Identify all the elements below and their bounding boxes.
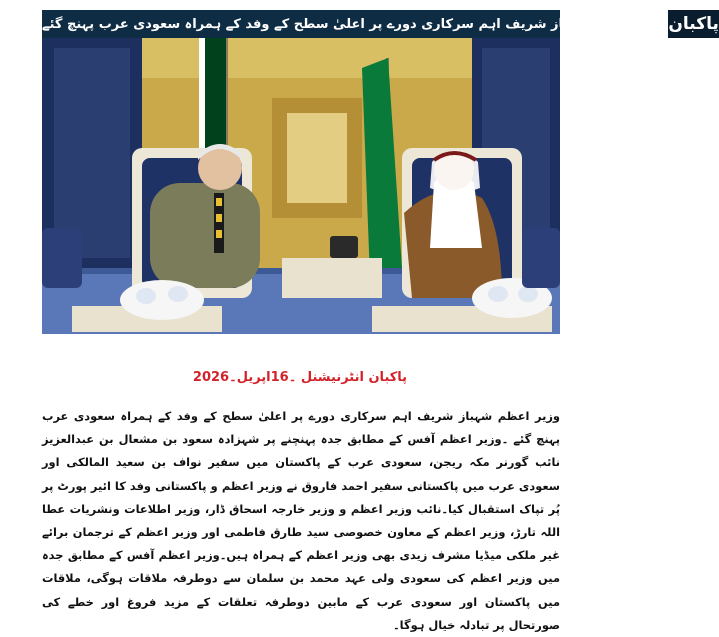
article-body: وزیر اعظم شہباز شریف اہم سرکاری دورے پر اعلیٰ سطح کے وفد کے ہمراہ سعودی عرب پہنچ گئے ۔وزیر اعظم آفس کے مطابق جدہ پہنچنے پر شہزادہ سعود بن مشعال بن عبدالعزیز نائب گورنر مکہ ریجن، سعودی عرب کے پاکستان میں سفیر نواف بن سعید المالکی اور سعودی عرب میں پاکستانی سفیر احمد فاروق نے وزیر اعظم و پاکستانی وفد کا ائیر پورٹ پر پُر تپاک استقبال کیا۔نائب وزیر اعظم و وزیر خارجہ اسحاق ڈار، وزیر اطلاعات ونشریات عطا اللہ تارڑ، وزیر اعظم کے معاون خصوصی سید طارق فاطمی اور وزیر اعظم کے ترجمان برائے غیر ملکی میڈیا مشرف زیدی بھی وزیر اعظم کے ہمراہ ہیں۔وزیر اعظم آفس کے مطابق جدہ میں وزیر اعظم کی سعودی ولی عہد محمد بن سلمان سے دوطرفہ ملاقات ہوگی، ملاقات میں پاکستان اور سعودی عرب کے مابین دوطرفہ تعلقات کے مزید فروغ اور خطے کی صورتحال پر تبادلہ خیال ہوگا۔ bbox=[42, 409, 560, 632]
header-bar bbox=[42, 10, 719, 38]
panel-left-inner bbox=[54, 48, 130, 258]
brand-logo: پاکبان bbox=[666, 10, 719, 38]
ornament-band bbox=[142, 38, 472, 78]
headline: وزیراعظم شہباز شریف اہم سرکاری دورے پر اعلیٰ سطح کے وفد کے ہمراہ سعودی عرب پہنچ گئے bbox=[42, 16, 659, 32]
person-left-body bbox=[150, 183, 260, 288]
dateline: پاکبان انٹرنیشنل ۔16اپریل۔2026 bbox=[192, 370, 408, 385]
telephone bbox=[330, 236, 358, 258]
flowers-left bbox=[120, 280, 204, 320]
news-photo bbox=[42, 38, 560, 334]
table-center bbox=[282, 258, 382, 298]
pakistan-flag bbox=[204, 38, 226, 148]
